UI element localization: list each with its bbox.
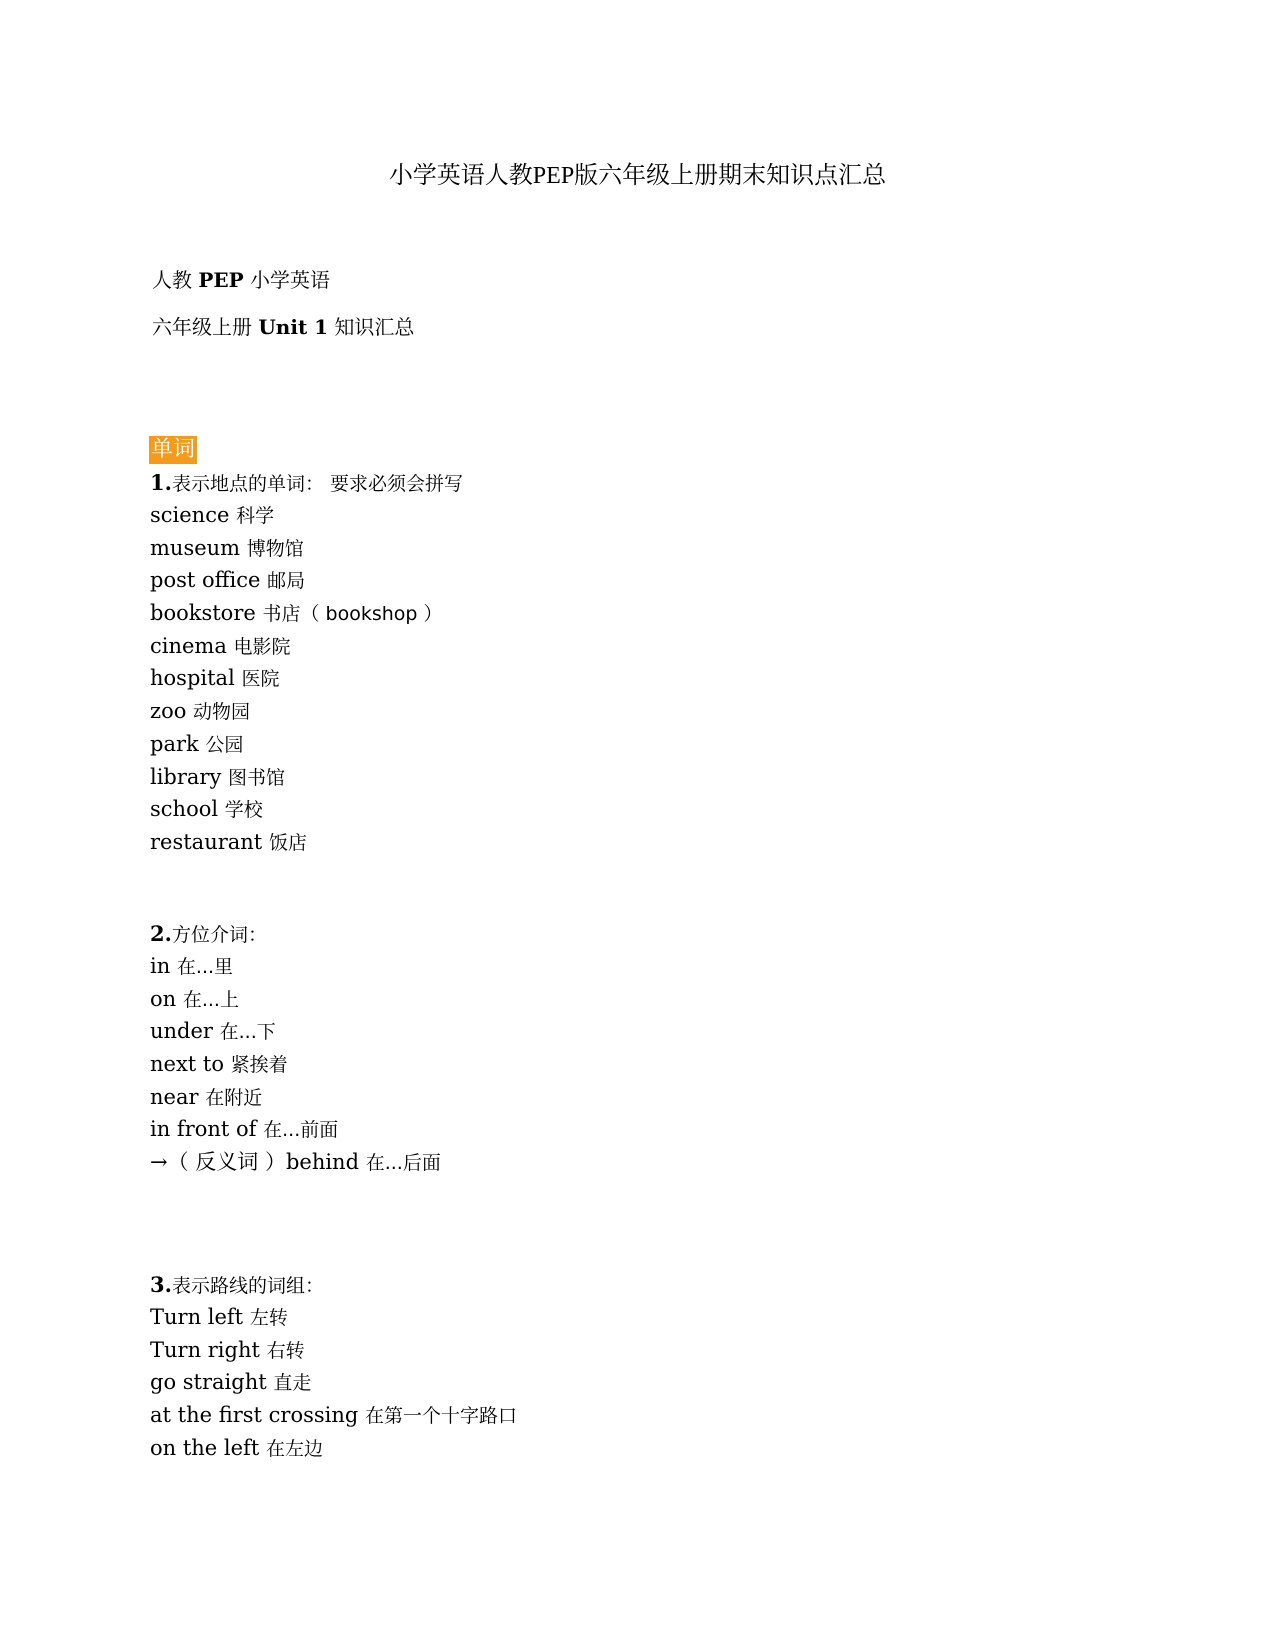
vocab-item	[150, 1081, 441, 1114]
vocab-item	[150, 695, 463, 728]
vocab-item	[150, 728, 463, 761]
subtitle-prefix: 六年级上册	[152, 315, 259, 339]
vocab-item	[150, 983, 441, 1016]
vocab-item	[150, 662, 463, 695]
vocab-item	[150, 1334, 517, 1367]
vocab-chinese: 在...下	[219, 1021, 276, 1044]
vocab-english: Turn left	[150, 1305, 250, 1329]
vocab-chinese: 公园	[205, 733, 244, 756]
section-heading-text: 表示地点的单词： 要求必须会拼写	[171, 473, 463, 495]
vocab-chinese: 书店（ bookshop ）	[262, 603, 443, 626]
vocab-item	[150, 1432, 517, 1465]
vocab-chinese: 右转	[266, 1339, 305, 1362]
vocab-item	[150, 826, 463, 859]
vocab-english: restaurant	[150, 829, 269, 854]
subtitle-suffix: 小学英语	[243, 268, 331, 292]
vocab-item	[150, 1113, 441, 1146]
vocab-english: park	[150, 731, 206, 756]
section-number: 1.	[150, 470, 172, 495]
vocab-item	[150, 1015, 441, 1048]
section-heading	[150, 467, 463, 499]
vocab-english: school	[150, 797, 225, 822]
vocab-english: in front of	[150, 1117, 264, 1142]
vocab-chinese: 在...上	[182, 988, 239, 1011]
vocab-item	[150, 597, 463, 630]
vocab-english: cinema	[150, 633, 234, 658]
section-prepositions	[150, 918, 441, 1179]
vocab-english: on	[150, 986, 183, 1011]
section-heading-text: 方位介词：	[171, 924, 267, 946]
vocab-english: in	[150, 954, 177, 978]
vocab-item	[150, 499, 463, 532]
vocab-chinese: 医院	[241, 668, 280, 691]
vocab-chinese: 博物馆	[246, 537, 304, 560]
vocab-english: zoo	[150, 699, 194, 724]
vocab-chinese: 科学	[236, 505, 275, 527]
vocab-item	[150, 564, 463, 597]
vocab-item	[150, 1366, 517, 1399]
vocab-english: museum	[150, 535, 247, 560]
vocab-item	[150, 950, 441, 983]
subtitle-unit	[152, 313, 414, 341]
vocab-chinese: 在...里	[176, 956, 234, 978]
vocab-chinese: 图书馆	[228, 766, 286, 789]
section-number: 3.	[150, 1272, 172, 1297]
section-heading	[150, 918, 441, 950]
vocab-chinese: 在附近	[205, 1086, 263, 1109]
vocab-chinese: 在左边	[265, 1437, 323, 1460]
subtitle-suffix: 知识汇总	[328, 315, 415, 339]
vocab-chinese: 在...前面	[263, 1119, 339, 1142]
subtitle-bold: PEP	[198, 268, 244, 292]
vocab-chinese: 在第一个十字路口	[365, 1405, 518, 1428]
vocab-english: →（ 反义词 ）behind	[150, 1150, 366, 1175]
vocab-english: near	[150, 1084, 206, 1109]
vocab-chinese: 左转	[249, 1307, 288, 1329]
vocab-english: next to	[150, 1052, 231, 1077]
vocab-chinese: 在...后面	[365, 1152, 441, 1175]
vocab-english: on the left	[150, 1435, 266, 1460]
section-heading-text: 表示路线的词组：	[171, 1275, 324, 1297]
subtitle-bold: Unit 1	[258, 315, 329, 339]
vocab-chinese: 邮局	[267, 570, 306, 593]
page-title: 小学英语人教PEP版六年级上册期末知识点汇总	[388, 163, 887, 189]
vocab-chinese: 动物园	[193, 701, 251, 724]
vocab-english: library	[150, 764, 229, 789]
vocab-chinese: 直走	[273, 1372, 312, 1395]
vocab-chinese: 电影院	[233, 635, 291, 658]
vocab-item	[150, 1146, 441, 1179]
section-number: 2.	[150, 921, 172, 946]
vocab-english: go straight	[150, 1370, 274, 1395]
vocab-english: bookstore	[150, 601, 263, 626]
vocab-english: under	[150, 1019, 220, 1044]
vocab-item	[150, 630, 463, 663]
subtitle-publisher	[152, 266, 330, 294]
vocab-chinese: 紧挨着	[230, 1054, 288, 1077]
section-directions	[150, 1269, 517, 1464]
section-places	[150, 467, 463, 859]
subtitle-prefix: 人教	[152, 268, 199, 292]
section-heading	[150, 1269, 517, 1301]
vocab-item	[150, 1301, 517, 1334]
vocab-english: post office	[150, 568, 268, 593]
vocab-item	[150, 761, 463, 794]
vocabulary-label: 单词	[151, 437, 196, 462]
vocab-chinese: 饭店	[268, 831, 307, 854]
vocab-chinese: 学校	[224, 799, 263, 822]
vocab-english: science	[150, 503, 237, 527]
vocab-english: hospital	[150, 666, 242, 691]
vocab-english: Turn right	[150, 1337, 267, 1362]
vocab-english: at the first crossing	[150, 1403, 365, 1428]
vocab-item	[150, 1048, 441, 1081]
vocab-item	[150, 793, 463, 826]
vocab-item	[150, 1399, 517, 1432]
vocab-item	[150, 532, 463, 565]
